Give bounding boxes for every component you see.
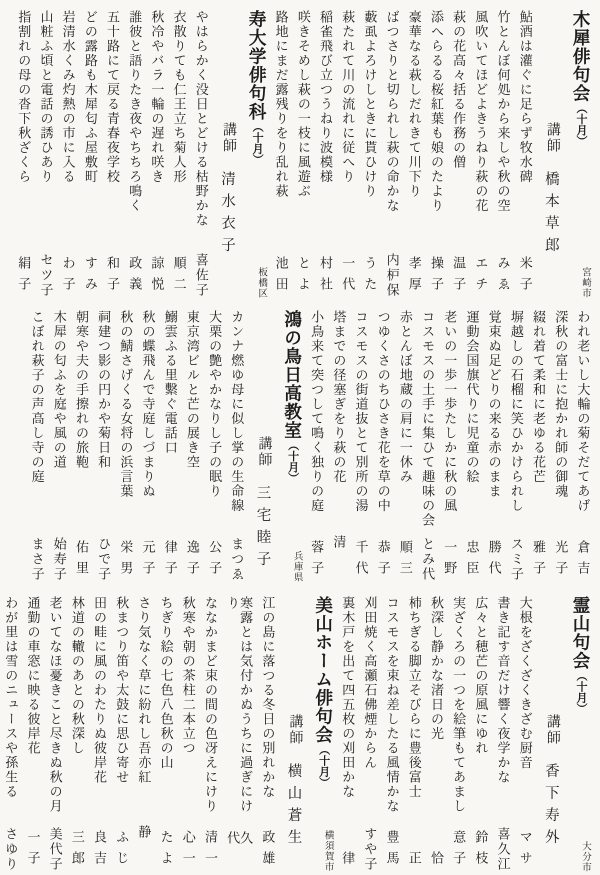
haiku-text: わが里は雪のニュースや孫生る	[3, 596, 19, 799]
section-month-label: （十月）	[251, 121, 264, 165]
haiku-column	[328, 310, 350, 582]
haiku-column	[381, 596, 403, 872]
haiku-column	[115, 310, 137, 582]
haiku-author: 孝厚	[406, 255, 422, 298]
haiku-column	[403, 10, 425, 298]
haiku-text: 秋の蝶飛んで寺庭しづまりぬ	[140, 310, 156, 499]
lecturer-column	[536, 10, 566, 298]
lecturer-name: 横山蒼生	[285, 763, 302, 852]
haiku-text: 深秋の富士に抱かれ師の御魂	[553, 310, 569, 499]
haiku-text: 綴れ着て柔和に老ゆる花芒	[531, 310, 547, 484]
haiku-author: 一野	[442, 539, 458, 582]
haiku-text: 五十路にて戻る青春夜学校	[105, 10, 121, 184]
haiku-author: スミ子	[508, 537, 524, 582]
haiku-author: 清一	[202, 829, 218, 872]
haiku-text: 書き記す音だけ響く夜学かな	[495, 596, 511, 785]
haiku-author: 栄男	[118, 539, 134, 582]
section-month-label: （十月）	[286, 439, 299, 484]
haiku-text: 萩の花高々括る作務の僧	[451, 10, 467, 170]
haiku-column	[461, 310, 483, 582]
haiku-column	[190, 10, 212, 298]
lecturer-label: 講師	[220, 122, 236, 154]
haiku-column	[204, 310, 226, 582]
haiku-author: 静	[136, 824, 152, 846]
haiku-text: 東京湾ビルと芒の展き空	[184, 310, 200, 470]
lecturer-column	[536, 596, 566, 872]
haiku-author: 佑里	[73, 539, 89, 582]
haiku-author: さゆり	[3, 827, 19, 872]
haiku-column	[572, 310, 594, 582]
haiku-column	[257, 596, 279, 872]
haiku-column	[381, 10, 403, 298]
haiku-author: 倉吉	[575, 539, 591, 582]
haiku-column	[425, 596, 447, 872]
lecturer-name: 清水衣子	[218, 171, 235, 260]
haiku-author: 順三	[397, 539, 413, 582]
haiku-column	[337, 596, 359, 872]
haiku-column	[159, 310, 181, 582]
haiku-text: 塀越しの石榴に笑ひかけられし	[508, 310, 524, 513]
haiku-author: うた	[362, 255, 378, 298]
haiku-text: カンナ燃ゆ母に似し掌の生命線	[229, 310, 245, 513]
haiku-author: 順二	[171, 255, 187, 298]
lecturer-label: 講師	[287, 714, 303, 746]
haiku-author: 千代	[353, 539, 369, 582]
haiku-text: われ老いし大輪の菊そだてあげ	[575, 310, 591, 513]
haiku-author: 忠臣	[464, 539, 480, 582]
haiku-author: 一子	[25, 829, 41, 872]
haiku-text: 赤とんぼ地蔵の肩に一休み	[397, 310, 413, 484]
haiku-text: 添へらるる桜紅葉も娘のたより	[428, 10, 444, 213]
haiku-column	[0, 596, 22, 872]
haiku-text: コスモスの街道抜とて別所の湯	[353, 310, 369, 513]
haiku-author: 蓉子	[309, 539, 325, 582]
section-location-label: 兵庫県	[291, 550, 302, 582]
haiku-text: 田の畦に風のわたりぬ彼岸花	[92, 596, 108, 785]
haiku-author: たよ	[158, 829, 174, 872]
haiku-author: 米子	[517, 255, 533, 298]
haiku-text: 咲きそめし萩の一枝に風遊ぶ	[295, 10, 311, 199]
haiku-text: 広々と穂芒の原風にゆれ	[473, 596, 489, 756]
haiku-column	[137, 310, 159, 582]
haiku-text: 林道の轍のあとの秋深し	[69, 596, 85, 756]
haiku-column	[514, 10, 536, 298]
haiku-column	[22, 596, 44, 872]
haiku-text: 柿ちぎる脚立そびらに豊後富士	[406, 596, 422, 799]
haiku-author: まつゑ	[229, 537, 245, 582]
haiku-author: とみ代	[420, 537, 436, 582]
haiku-text: やはらかく没日とどける枯野かな	[193, 10, 209, 228]
section-month-label: （十月）	[575, 102, 587, 147]
haiku-column	[88, 596, 110, 872]
lecturer-name: 香下寿外	[542, 763, 559, 852]
haiku-author: 諒悦	[149, 255, 165, 298]
haiku-column	[79, 10, 101, 298]
lecturer-name: 三宅睦子	[254, 485, 271, 574]
haiku-author: 恭子	[375, 539, 391, 582]
haiku-author: 逸子	[184, 539, 200, 582]
haiku-text: こぼれ萩子の声高し寺の庭	[29, 310, 45, 484]
haiku-text: 江の島に落つる冬日の別れかな	[260, 596, 276, 799]
section-location-label: 大分市	[580, 840, 590, 872]
haiku-text: ちぎり絵の七色八色秋の山	[158, 596, 174, 770]
haiku-author: 温子	[451, 255, 467, 298]
haiku-text: 老いの一歩一歩たしかに秋の風	[442, 310, 458, 513]
haiku-text: つゆくさのちひさき花を草の中	[375, 310, 391, 513]
haiku-author: 恰	[428, 850, 444, 872]
section-location-label: 宮崎市	[580, 266, 590, 298]
haiku-column	[44, 596, 66, 872]
haiku-column	[292, 10, 314, 298]
haiku-text: 路地にまだ露残りをり乱れ萩	[273, 10, 289, 199]
haiku-column	[350, 310, 372, 582]
haiku-column	[111, 596, 133, 872]
haiku-column	[514, 596, 536, 872]
haiku-column	[181, 310, 203, 582]
haiku-column	[492, 10, 514, 298]
haiku-text: 豪華なる萩しだれきて川下り	[406, 10, 422, 199]
haiku-column	[505, 310, 527, 582]
haiku-text: 鰯雲ふる里繫ぐ電話口	[162, 310, 178, 455]
haiku-column	[168, 10, 190, 298]
haiku-text: 木犀の匂ふを庭や風の道	[51, 310, 67, 470]
haiku-author: 美代子	[47, 827, 63, 872]
haiku-text: 通勤の車窓に映る彼岸花	[25, 596, 41, 756]
text-band-1	[4, 10, 594, 298]
haiku-column	[359, 596, 381, 872]
haiku-author: 良吉	[92, 829, 108, 872]
haiku-text: 萩たれて川の流れに従へり	[340, 10, 356, 184]
haiku-column	[35, 10, 57, 298]
haiku-author: 政義	[127, 255, 143, 298]
haiku-column	[470, 596, 492, 872]
haiku-column	[155, 596, 177, 872]
haiku-column	[177, 596, 199, 872]
haiku-text: 竹とんぼ何処から来しや秋の空	[495, 10, 511, 213]
haiku-text: 大栗の艶やかなりし子の眠り	[207, 310, 223, 499]
haiku-text: 寒露とは気付かぬうちに過ぎにけり	[225, 596, 254, 814]
haiku-column	[448, 10, 470, 298]
section-title-column	[309, 596, 337, 872]
section-title: 木犀俳句会（十月）	[571, 10, 591, 147]
haiku-author: ふじ	[114, 829, 130, 872]
haiku-column	[527, 310, 549, 582]
haiku-author: すみ	[82, 255, 98, 298]
haiku-text: 覚束ぬ足どりの来る赤のまま	[486, 310, 502, 499]
haiku-text: コスモスを束ね差したる風情かな	[384, 596, 400, 814]
haiku-author: とよ	[295, 255, 311, 298]
haiku-author: 喜佐子	[193, 253, 209, 298]
haiku-text: 衣散りても仁王立ち菊人形	[171, 10, 187, 184]
haiku-column	[26, 310, 48, 582]
haiku-author: エチ	[473, 255, 489, 298]
haiku-author: 政雄	[260, 829, 276, 872]
haiku-author: まさ子	[29, 537, 45, 582]
section-title: 美山ホーム俳句会（十月）	[313, 596, 334, 788]
haiku-text: 運動会国旗代りに児童の絵	[464, 310, 480, 484]
haiku-author: 始寿子	[51, 537, 67, 582]
haiku-text: どの露路も木犀匂ふ屋敷町	[82, 10, 98, 184]
haiku-column	[372, 310, 394, 582]
haiku-author: 雅子	[531, 539, 547, 582]
haiku-column	[66, 596, 88, 872]
haiku-text: 実ざくろの一つを絵筆もてあまし	[451, 596, 467, 814]
haiku-author: ひで子	[96, 537, 112, 582]
haiku-author: 正	[406, 850, 422, 872]
haiku-author: マサ	[517, 829, 533, 872]
haiku-column	[314, 10, 336, 298]
haiku-text: 大根をざくざくきざむ厨音	[517, 596, 533, 770]
haiku-text: 岩清水くみ灼熱の市に入る	[60, 10, 76, 184]
lecturer-label: 講師	[544, 714, 560, 746]
haiku-text: 秋まつり笛や太鼓に思ひ寄せ	[114, 596, 130, 785]
haiku-column	[483, 310, 505, 582]
section-title: 霊山句会（十月）	[571, 596, 591, 714]
haiku-author: 内枦保	[384, 253, 400, 298]
section-title-column	[567, 596, 595, 872]
haiku-text: 裏木戸を出て四五枚の刈田かな	[340, 596, 356, 799]
haiku-column	[403, 596, 425, 872]
section-title-column	[243, 10, 271, 298]
haiku-column	[124, 10, 146, 298]
haiku-text: 祠建つ影の円かや菊日和	[96, 310, 112, 470]
haiku-text: 風吹いてほどよきうねり萩の花	[473, 10, 489, 213]
haiku-column	[359, 10, 381, 298]
section-title-column	[278, 310, 306, 582]
haiku-text: 稲雀飛び立つうねり波模様	[318, 10, 334, 184]
haiku-author: 豊馬	[384, 829, 400, 872]
haiku-column	[439, 310, 461, 582]
section-title-column	[567, 10, 595, 298]
haiku-author: 鈴枝	[473, 829, 489, 872]
haiku-author: 村社	[318, 255, 334, 298]
haiku-author: すや子	[362, 827, 378, 872]
haiku-column	[425, 10, 447, 298]
haiku-column	[470, 10, 492, 298]
section-location-label: 板橋区	[256, 266, 267, 298]
haiku-author: 律	[340, 850, 356, 872]
haiku-column	[199, 596, 221, 872]
haiku-author: 光子	[553, 539, 569, 582]
haiku-text: 秋深し静かな渚日の光	[428, 596, 444, 741]
haiku-column	[226, 310, 248, 582]
haiku-text: 鮎酒は灌ぐに足らず牧水碑	[517, 10, 533, 184]
haiku-text: 山粧ふ頃と電話の誘ひあり	[38, 10, 54, 184]
haiku-author: みゑ	[495, 255, 511, 298]
haiku-author: 池田	[273, 255, 289, 298]
lecturer-label: 講師	[256, 436, 272, 468]
haiku-text: 小鳥来て突つして鳴く独りの庭	[309, 310, 325, 513]
haiku-author: 操子	[428, 255, 444, 298]
haiku-text: 藪虱よろけしときに貰ひけり	[362, 10, 378, 199]
haiku-text: 刈田焼く高瀬石佛煙からん	[362, 596, 378, 770]
haiku-column	[270, 10, 292, 298]
haiku-author: 和子	[105, 255, 121, 298]
haiku-column	[550, 310, 572, 582]
section-title: 鴻の鳥日高教室（十月）	[282, 310, 303, 484]
haiku-column	[492, 596, 514, 872]
haiku-text: 塔までの径塞ぎをり萩の花	[331, 310, 347, 484]
haiku-column	[337, 10, 359, 298]
haiku-column	[101, 10, 123, 298]
lecturer-column	[279, 596, 309, 872]
lecturer-label: 講師	[544, 122, 560, 154]
haiku-author: 一代	[340, 255, 356, 298]
text-band-2	[4, 310, 594, 582]
section-location-label: 横須賀市	[322, 830, 333, 872]
haiku-author: 元子	[140, 539, 156, 582]
haiku-text: 秋冷やバラ一輪の遅れ咲き	[149, 10, 165, 184]
haiku-author: 清	[331, 534, 347, 556]
haiku-text: 秋寒や朝の茶柱二本立つ	[180, 596, 196, 756]
haiku-author: 心一	[180, 829, 196, 872]
haiku-author: 公子	[207, 539, 223, 582]
haiku-column	[57, 10, 79, 298]
haiku-author: 三郎	[69, 829, 85, 872]
haiku-column	[222, 596, 257, 872]
haiku-author: セツ子	[38, 253, 54, 298]
haiku-column	[93, 310, 115, 582]
haiku-text: 指割れの母の沓下秋ざくら	[16, 10, 32, 184]
section-title: 寿大学俳句科（十月）	[247, 10, 268, 165]
haiku-author: 律子	[162, 539, 178, 582]
text-band-3	[4, 596, 594, 872]
haiku-text: コスモスの土手に集ひて趣味の会	[420, 310, 436, 528]
haiku-text: 老いてなほ憂きこと尽きぬ秋の月	[47, 596, 63, 814]
haiku-author: 喜久江	[495, 827, 511, 872]
haiku-text: 誰彼と語りたき夜やちちろ鳴く	[127, 10, 143, 213]
haiku-text: ばつさりと切られし萩の命かな	[384, 10, 400, 213]
lecturer-column	[212, 10, 242, 298]
haiku-text: 秋の鯖さげくる女将の浜言葉	[118, 310, 134, 499]
haiku-author: 意子	[451, 829, 467, 872]
haiku-author: 久代	[225, 830, 254, 852]
haiku-column	[133, 596, 155, 872]
haiku-author: 絹子	[16, 255, 32, 298]
section-month-label: （十月）	[317, 744, 330, 788]
haiku-column	[70, 310, 92, 582]
haiku-column	[306, 310, 328, 582]
haiku-text: 朝寒や夫の手擦れの旅鞄	[73, 310, 89, 470]
lecturer-name: 橋本草郎	[542, 171, 559, 260]
haiku-column	[146, 10, 168, 298]
haiku-text: さり気なく草に紛れし吾亦紅	[136, 596, 152, 785]
haiku-column	[394, 310, 416, 582]
haiku-column	[417, 310, 439, 582]
haiku-text: ななかまど束の間の色冴えにけり	[202, 596, 218, 814]
haiku-column	[48, 310, 70, 582]
section-month-label: （十月）	[575, 670, 587, 714]
haiku-author: 勝代	[486, 539, 502, 582]
haiku-author: わ子	[60, 255, 76, 298]
haiku-column	[448, 596, 470, 872]
lecturer-column	[248, 310, 278, 582]
haiku-column	[13, 10, 35, 298]
